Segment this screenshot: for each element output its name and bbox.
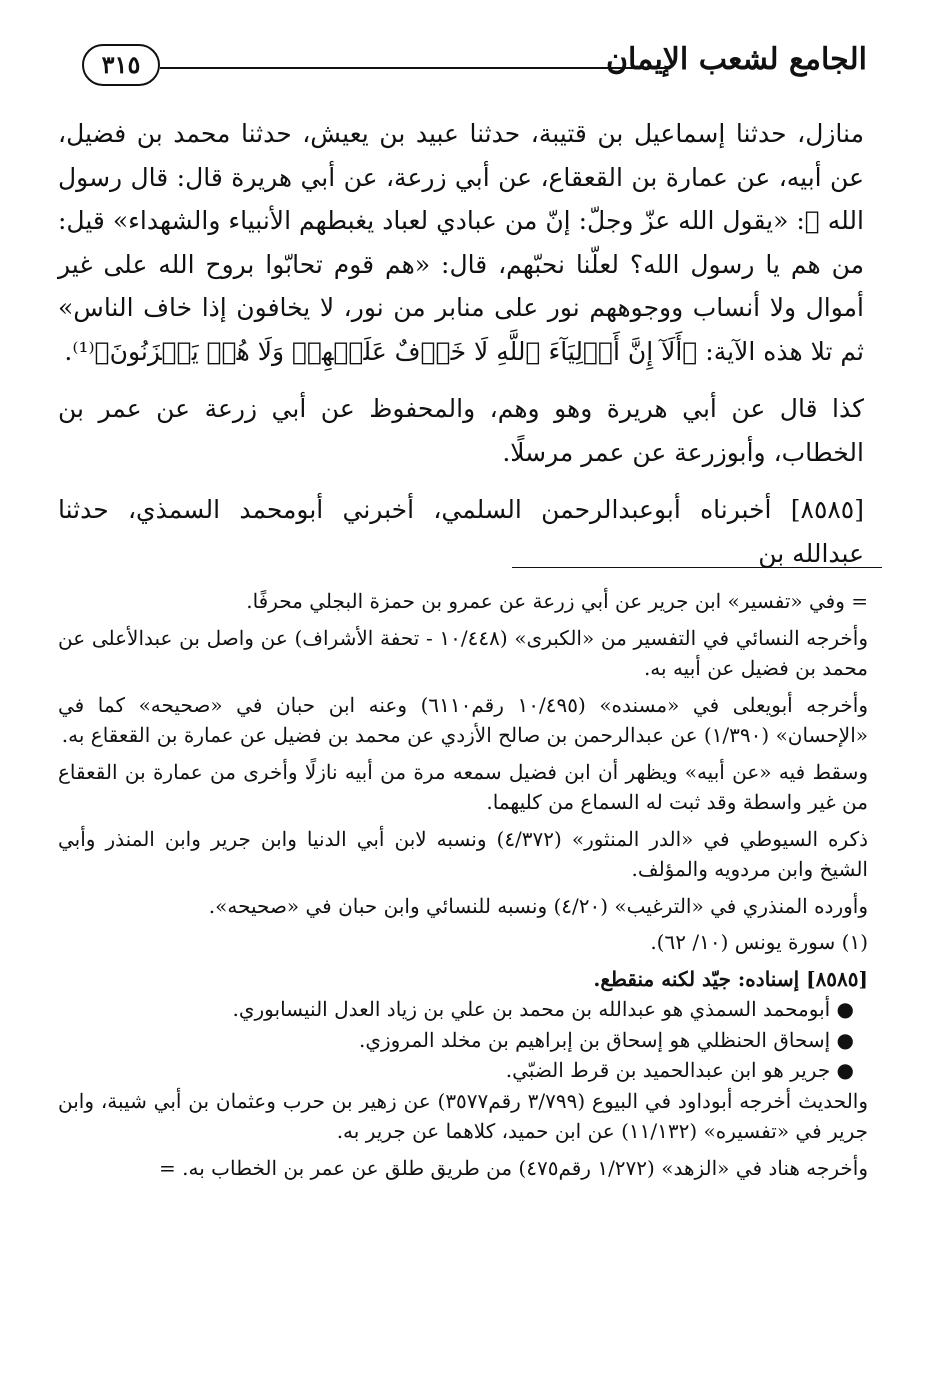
footnote-line: وسقط فيه «عن أبيه» ويظهر أن ابن فضيل سمعه مرة من أبيه نازلًا وأخرى من عمارة بن القعقاع من غير واسطة وقد ثبت له السماع من كليهما. <box>58 759 868 814</box>
footnote-bullet: ● جرير هو ابن عبدالحميد بن قرط الضبّي. <box>505 1058 854 1082</box>
footnote-line: ذكره السيوطي في «الدر المنثور» (٤/٣٧٢) ونسبه لابن أبي الدنيا وابن جرير وابن المنذر وأبي الشيخ وابن مردويه والمؤلف. <box>58 826 868 881</box>
hadith-paragraph: منازل، حدثنا إسماعيل بن قتيبة، حدثنا عبيد بن يعيش، حدثنا محمد بن فضيل، عن أبيه، عن عمارة بن القعقاع، عن أبي زرعة، عن أبي هريرة قال: قال رسول الله ﷺ: «يقول الله عزّ وجلّ: إنّ من عبادي لعباد يغبطهم الأنبياء والشهداء» قيل: من هم يا رسول الله؟ لعلّنا نحبّهم، قال: «هم قوم تحابّوا بروح الله على غير أموال ولا أنساب ووجوههم نور على منابر من نور، لا يخافون إذا خاف الناس» ثم تلا هذه الآية: ﴿أَلَآ إِنَّ أَوۡلِيَآءَ ٱللَّهِ لَا خَوۡفٌ عَلَيۡهِمۡ وَلَا هُمۡ يَحۡزَنُونَ﴾⁽¹⁾. <box>58 119 864 366</box>
footnote-line: وأورده المنذري في «الترغيب» (٤/٢٠) ونسبه للنسائي وابن حبان في «صحيحه». <box>208 893 868 918</box>
footnote-bullet: ● إسحاق الحنظلي هو إسحاق بن إبراهيم بن مخلد المروزي. <box>358 1027 854 1052</box>
commentary-paragraph: كذا قال عن أبي هريرة وهو وهم، والمحفوظ عن أبي زرعة عن عمر بن الخطاب، وأبوزرعة عن عمر مرسلًا. <box>58 394 864 467</box>
footnotes <box>58 586 868 1183</box>
page-number: ٣١٥ <box>82 44 160 86</box>
next-hadith-paragraph: [٨٥٨٥] أخبرناه أبوعبدالرحمن السلمي، أخبرني أبومحمد السمذي، حدثنا عبدالله بن <box>58 495 864 568</box>
footnote-separator <box>512 567 882 568</box>
footnote-line: وأخرجه هناد في «الزهد» (١/٢٧٢ رقم٤٧٥) من طريق طلق عن عمر بن الخطاب به. = <box>159 1155 868 1180</box>
footnote-line: وأخرجه أبويعلى في «مسنده» (١٠/٤٩٥ رقم٦١١٠) وعنه ابن حبان في «صحيحه» كما في «الإحسان» (١/٣٩٠) عن عبدالرحمن بن صالح الأزدي عن محمد بن فضيل عن عمارة بن القعقاع به. <box>58 692 868 747</box>
footnote-isnad-heading: [٨٥٨٥] إسناده: جيّد لكنه منقطع. <box>593 966 868 991</box>
main-text <box>58 112 864 575</box>
footnote-quran-ref: (١) سورة يونس (١٠/ ٦٢). <box>650 930 868 954</box>
footnote-bullet: ● أبومحمد السمذي هو عبدالله بن محمد بن علي بن زياد العدل النيسابوري. <box>232 997 854 1021</box>
footnote-line: وأخرجه النسائي في التفسير من «الكبرى» (١٠/٤٤٨ - تحفة الأشراف) عن واصل بن عبدالأعلى عن محمد بن فضيل عن أبيه به. <box>58 625 868 680</box>
running-title: الجامع لشعب الإيمان <box>605 42 867 77</box>
footnote-line: والحديث أخرجه أبوداود في البيوع (٣/٧٩٩ رقم٣٥٧٧) عن زهير بن حرب وعثمان بن أبي شيبة، وابن جرير في «تفسيره» (١١/١٣٢) عن ابن حميد، كلاهما عن جرير به. <box>58 1088 868 1143</box>
page-header <box>82 40 867 96</box>
footnote-line: = وفي «تفسير» ابن جرير عن أبي زرعة عن عمرو بن حمزة البجلي محرفًا. <box>246 589 868 613</box>
header-rule <box>160 67 667 69</box>
